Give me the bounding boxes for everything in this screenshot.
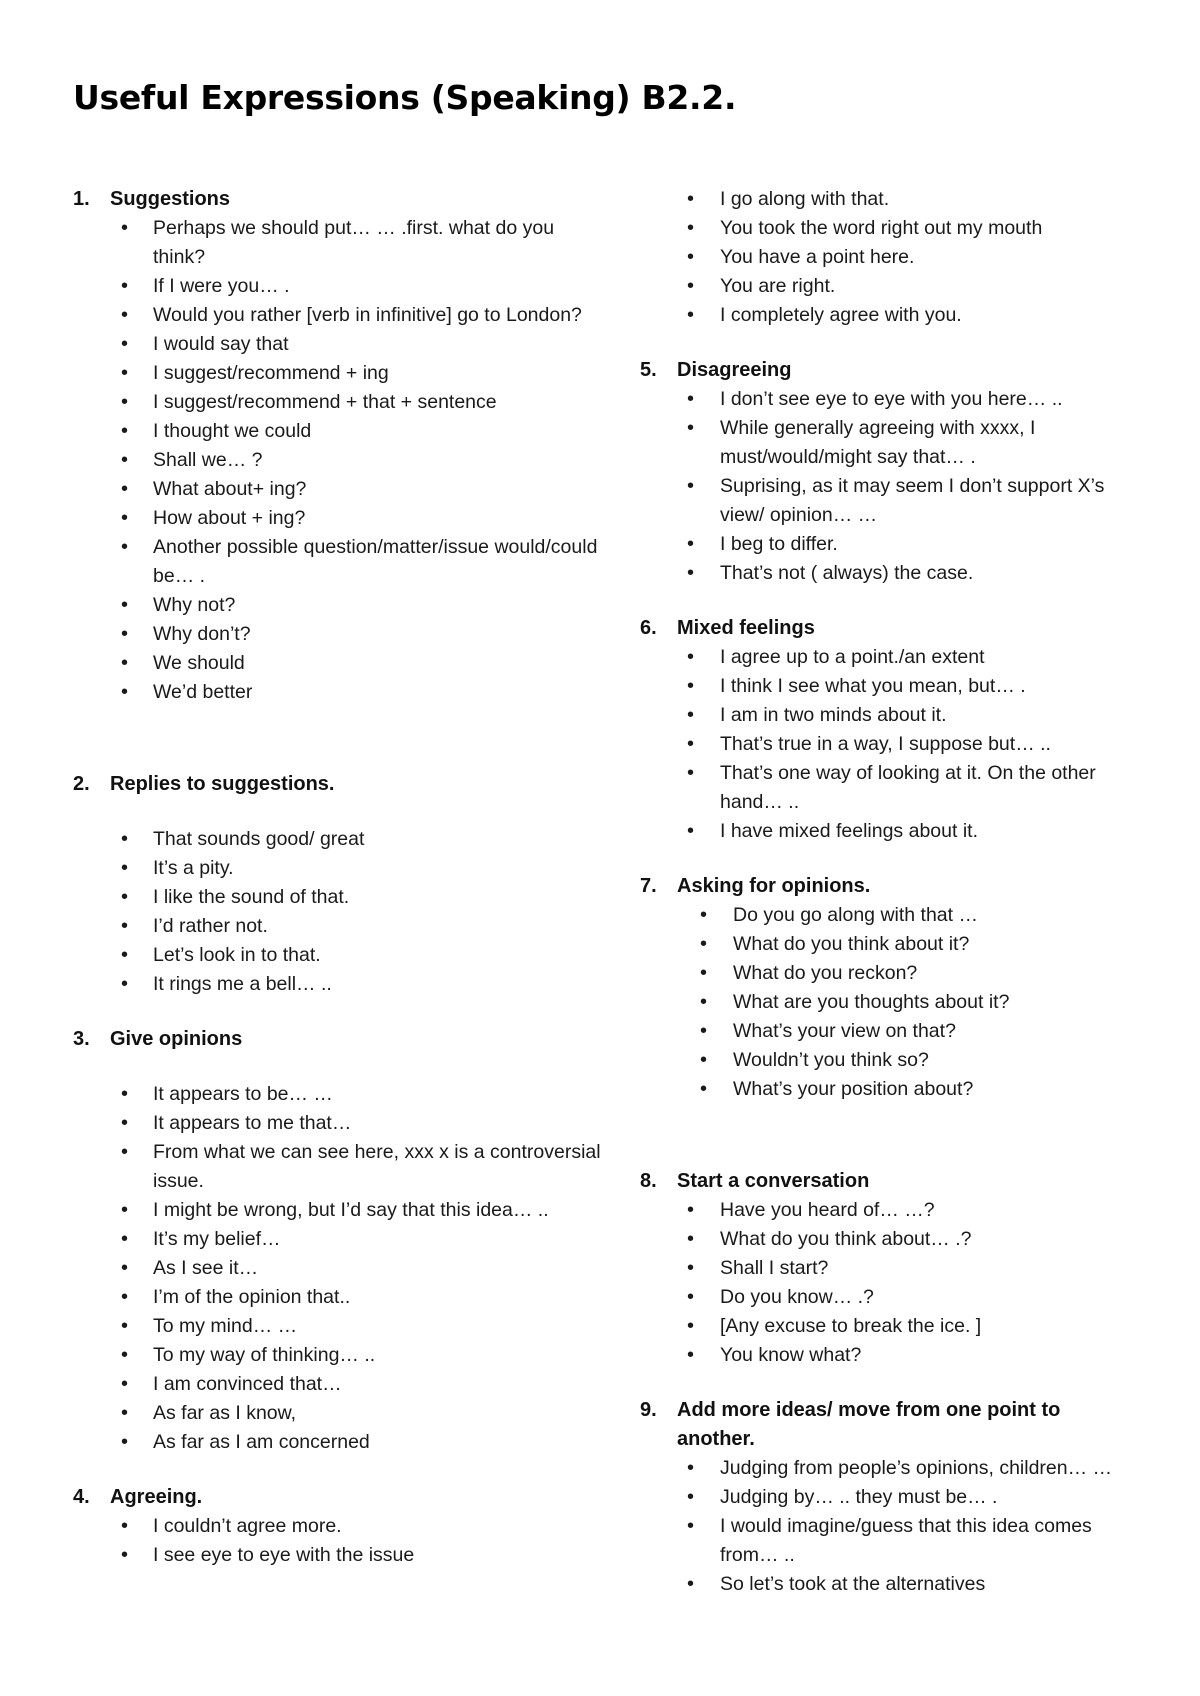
list-item: • It appears to me that… <box>73 1109 603 1138</box>
list-item: • While generally agreeing with xxxx, I must/would/might say that… . <box>640 414 1140 472</box>
section-add-more-ideas <box>640 1396 1140 1599</box>
list-item: • Do you know… .? <box>640 1283 1140 1312</box>
list-item: • I might be wrong, but I’d say that this idea… .. <box>73 1196 603 1225</box>
list-item: • That’s one way of looking at it. On the other hand… .. <box>640 759 1140 817</box>
list-item: • What are you thoughts about it? <box>640 988 1140 1017</box>
list-item: • What about+ ing? <box>73 475 603 504</box>
list-item: • Why don’t? <box>73 620 603 649</box>
list-item: • Why not? <box>73 591 603 620</box>
section-start-conversation <box>640 1167 1140 1370</box>
section-title: Add more ideas/ move from one point to another. <box>677 1399 1061 1450</box>
list-item: • [Any excuse to break the ice. ] <box>640 1312 1140 1341</box>
bullet-list-agreeing-continued <box>640 185 1140 330</box>
list-item: • You took the word right out my mouth <box>640 214 1140 243</box>
section-title: Suggestions <box>110 188 231 210</box>
section-heading <box>73 1483 603 1512</box>
list-item: • It’s my belief… <box>73 1225 603 1254</box>
list-item: • How about + ing? <box>73 504 603 533</box>
list-item: • What’s your position about? <box>640 1075 1140 1104</box>
list-item: • I like the sound of that. <box>73 883 603 912</box>
section-title: Disagreeing <box>677 359 792 381</box>
section-give-opinions <box>73 1025 603 1457</box>
list-item: • Have you heard of… …? <box>640 1196 1140 1225</box>
list-item: • As far as I know, <box>73 1399 603 1428</box>
right-column <box>640 185 1140 1599</box>
list-item: • I beg to differ. <box>640 530 1140 559</box>
section-heading <box>73 770 603 799</box>
section-number: 3. <box>73 1028 90 1050</box>
bullet-list <box>640 643 1140 846</box>
section-heading <box>640 356 1140 385</box>
list-item: • That’s true in a way, I suppose but… .. <box>640 730 1140 759</box>
section-heading <box>73 185 603 214</box>
list-item: • I suggest/recommend + that + sentence <box>73 388 603 417</box>
bullet-list <box>640 1196 1140 1370</box>
bullet-list <box>73 1080 603 1457</box>
list-item: • To my way of thinking… .. <box>73 1341 603 1370</box>
list-item: • If I were you… . <box>73 272 603 301</box>
list-item: • Wouldn’t you think so? <box>640 1046 1140 1075</box>
list-item: • Would you rather [verb in infinitive] go to London? <box>73 301 603 330</box>
list-item: • I suggest/recommend + ing <box>73 359 603 388</box>
section-asking-opinions <box>640 872 1140 1104</box>
section-replies <box>73 770 603 999</box>
list-item: • Suprising, as it may seem I don’t support X’s view/ opinion… … <box>640 472 1140 530</box>
section-number: 9. <box>640 1399 657 1421</box>
bullet-list <box>73 1512 603 1570</box>
list-item: • I think I see what you mean, but… . <box>640 672 1140 701</box>
list-item: • What do you think about it? <box>640 930 1140 959</box>
bullet-list <box>73 214 603 707</box>
page-title: Useful Expressions (Speaking) B2.2. <box>73 78 737 117</box>
list-item: • I’m of the opinion that.. <box>73 1283 603 1312</box>
section-title: Give opinions <box>110 1028 243 1050</box>
list-item: • I completely agree with you. <box>640 301 1140 330</box>
list-item: • That sounds good/ great <box>73 825 603 854</box>
section-title: Agreeing. <box>110 1486 203 1508</box>
section-number: 8. <box>640 1170 657 1192</box>
list-item: • To my mind… … <box>73 1312 603 1341</box>
section-number: 7. <box>640 875 657 897</box>
list-item: • I would say that <box>73 330 603 359</box>
section-title: Replies to suggestions. <box>110 773 335 795</box>
section-mixed-feelings <box>640 614 1140 846</box>
section-heading <box>73 1025 603 1054</box>
list-item: • I agree up to a point./an extent <box>640 643 1140 672</box>
section-title: Asking for opinions. <box>677 875 871 897</box>
list-item: • You have a point here. <box>640 243 1140 272</box>
bullet-list <box>640 901 1140 1104</box>
section-suggestions <box>73 185 603 707</box>
section-heading <box>640 614 1140 643</box>
list-item: • It appears to be… … <box>73 1080 603 1109</box>
list-item: • I don’t see eye to eye with you here… .. <box>640 385 1140 414</box>
section-heading <box>640 1167 1140 1196</box>
list-item: • I have mixed feelings about it. <box>640 817 1140 846</box>
list-item: • I am convinced that… <box>73 1370 603 1399</box>
list-item: • I would imagine/guess that this idea comes from… .. <box>640 1512 1140 1570</box>
list-item: • As far as I am concerned <box>73 1428 603 1457</box>
bullet-list <box>640 385 1140 588</box>
list-item: • From what we can see here, xxx x is a controversial issue. <box>73 1138 603 1196</box>
list-item: • That’s not ( always) the case. <box>640 559 1140 588</box>
list-item: • We’d better <box>73 678 603 707</box>
list-item: • I see eye to eye with the issue <box>73 1541 603 1570</box>
list-item: • Let’s look in to that. <box>73 941 603 970</box>
list-item: • I thought we could <box>73 417 603 446</box>
list-item: • What do you think about… .? <box>640 1225 1140 1254</box>
bullet-list <box>73 825 603 999</box>
section-heading <box>640 872 1140 901</box>
section-number: 5. <box>640 359 657 381</box>
left-column <box>73 185 603 1570</box>
list-item: • We should <box>73 649 603 678</box>
list-item: • Another possible question/matter/issue would/could be… . <box>73 533 603 591</box>
list-item: • I’d rather not. <box>73 912 603 941</box>
section-title: Start a conversation <box>677 1170 870 1192</box>
list-item: • Judging from people’s opinions, children… … <box>640 1454 1140 1483</box>
list-item: • So let’s took at the alternatives <box>640 1570 1140 1599</box>
section-number: 4. <box>73 1486 90 1508</box>
list-item: • As I see it… <box>73 1254 603 1283</box>
list-item: • I go along with that. <box>640 185 1140 214</box>
section-number: 2. <box>73 773 90 795</box>
list-item: • It rings me a bell… .. <box>73 970 603 999</box>
list-item: • You are right. <box>640 272 1140 301</box>
section-title: Mixed feelings <box>677 617 815 639</box>
list-item: • You know what? <box>640 1341 1140 1370</box>
list-item: • I am in two minds about it. <box>640 701 1140 730</box>
list-item: • Perhaps we should put… … .first. what do you think? <box>73 214 603 272</box>
list-item: • What do you reckon? <box>640 959 1140 988</box>
section-agreeing <box>73 1483 603 1570</box>
list-item: • I couldn’t agree more. <box>73 1512 603 1541</box>
list-item: • Judging by… .. they must be… . <box>640 1483 1140 1512</box>
section-number: 1. <box>73 188 90 210</box>
bullet-list <box>640 1454 1140 1599</box>
section-disagreeing <box>640 356 1140 588</box>
list-item: • Shall I start? <box>640 1254 1140 1283</box>
list-item: • It’s a pity. <box>73 854 603 883</box>
list-item: • Shall we… ? <box>73 446 603 475</box>
list-item: • Do you go along with that … <box>640 901 1140 930</box>
section-number: 6. <box>640 617 657 639</box>
section-heading <box>640 1396 1140 1454</box>
list-item: • What’s your view on that? <box>640 1017 1140 1046</box>
